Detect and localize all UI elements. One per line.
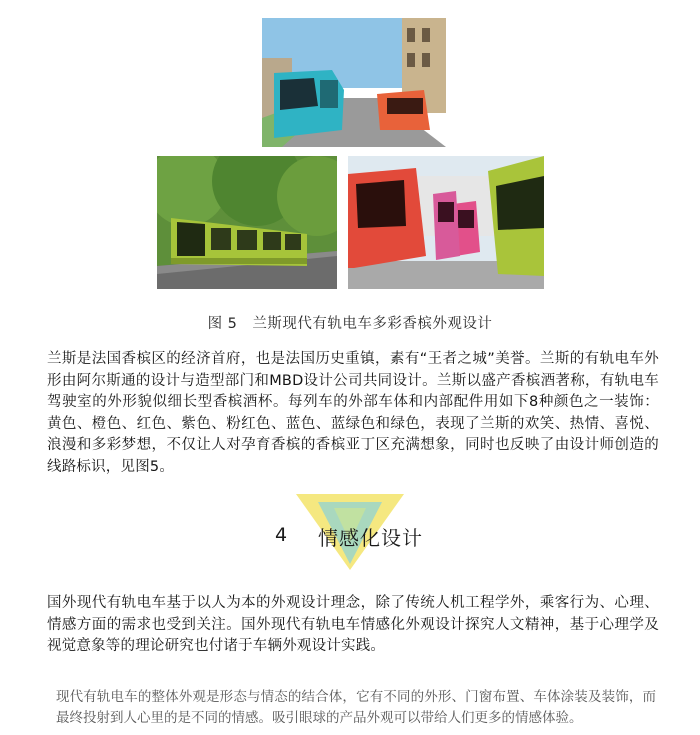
figure-caption: 图 5 兰斯现代有轨电车多彩香槟外观设计 <box>207 316 493 332</box>
body-paragraph-1: 兰斯是法国香槟区的经济首府，也是法国历史重镇，素有“王者之城”美誉。兰斯的有轨电车外形由阿尔斯通的设计与造型部门和MBD设计公司共同设计。兰斯以盛产香槟酒著称，有轨电车驾驶室的外形貌似细长型香槟酒杯。每列车的外部车体和内部配件用如下8种颜色之一装饰：黄色、橙色、红色、紫色、粉红色、蓝色、蓝绿色和绿色，表现了兰斯的欢笑、热情、喜悦、浪漫和多彩梦想，不仅让人对孕育香槟的香槟亚丁区充满想象，同时也反映了由设计师创造的线路标识，见图5。 <box>47 351 659 475</box>
photo-colorful-tram-fronts <box>348 156 544 289</box>
footer-note: 现代有轨电车的整体外观是形态与情态的结合体，它有不同的外形、门窗布置、车体涂装及装饰，而最终投射到人心里的是不同的情感。吸引眼球的产品外观可以带给人们更多的情感体验。 <box>56 689 656 726</box>
photo-green-tram-park <box>157 156 337 289</box>
section-number: 4 <box>275 524 288 546</box>
photo-city-street-trams <box>262 18 446 147</box>
section-title: 情感化设计 <box>318 526 423 550</box>
body-paragraph-2: 国外现代有轨电车基于以人为本的外观设计理念，除了传统人机工程学外，乘客行为、心理、情感方面的需求也受到关注。国外现代有轨电车情感化外观设计探究人文精神，基于心理学及视觉意象等的理论研究也付诸于车辆外观设计实践。 <box>47 595 659 654</box>
